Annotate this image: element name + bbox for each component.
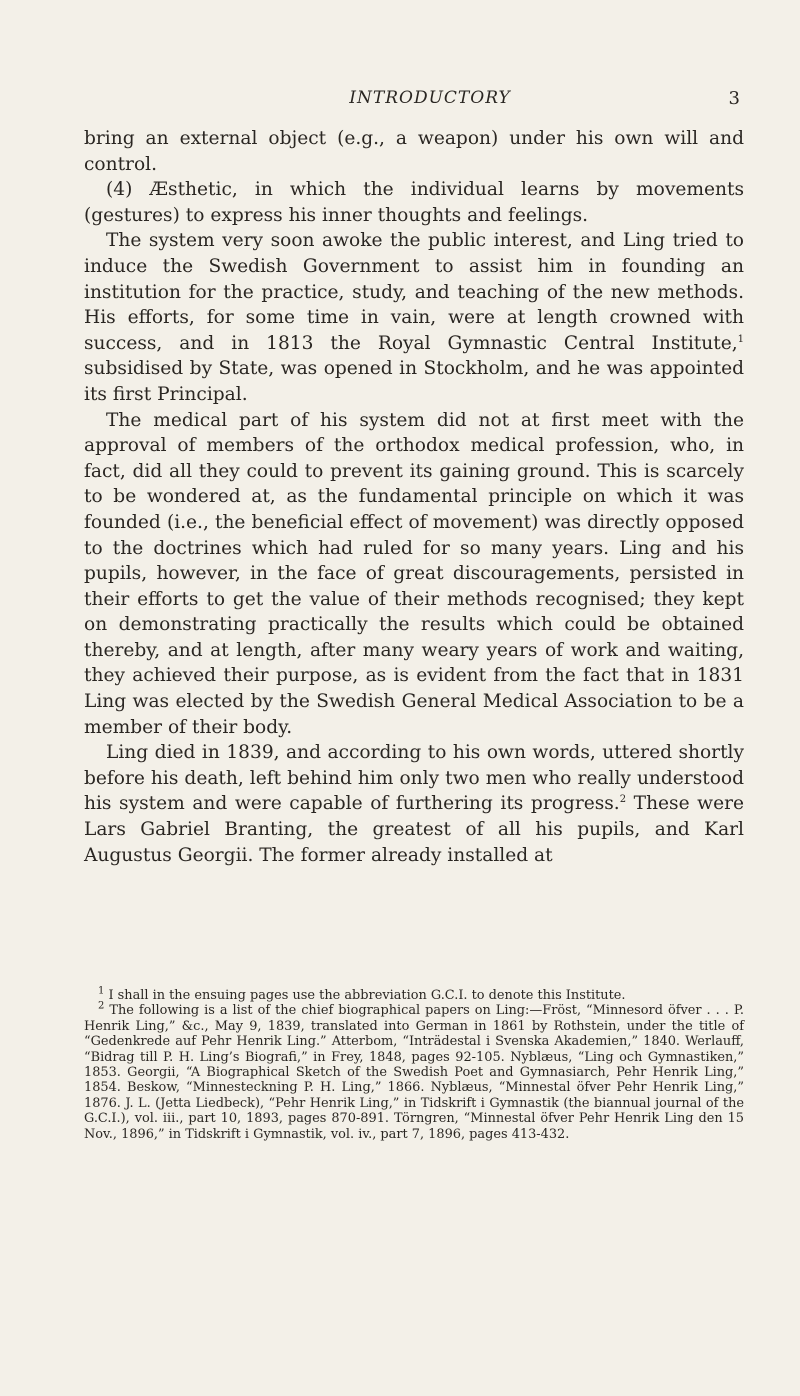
footnote-2-mark: 2 <box>98 1001 105 1013</box>
running-title: INTRODUCTORY <box>349 88 511 108</box>
paragraph-4: The medical part of his system did not at first meet with the approval of members of the orthodox medical profession, who, in fact, did all they could to prevent its gaining ground. This is scarcely to be wondered at, as the fundamental principle on which it was founded (i.e., the beneficial effect of movement) was directly opposed to the doctrines which had ruled for so many years. Ling and his pupils, however, in the face of great discouragements, persisted in their efforts to get the value of their methods recognised; they kept on demonstrating practically the results which could be obtained thereby, and at length, after many weary years of work and waiting, they achieved their purpose, as is evident from the fact that in 1831 Ling was elected by the Swedish General Medical Association to be a member of their body. <box>84 409 744 738</box>
paragraph-3-part-a: The system very soon awoke the public interest, and Ling tried to induce the Swedish Government to assist him in founding an institution for the practice, study, and teaching of the new methods. His efforts, for some time in vain, were at length crowned with success, and in 1813 the Royal Gymnastic Central Institute, <box>84 230 744 354</box>
paragraph-1: bring an external object (e.g., a weapon) under his own will and control. <box>84 128 744 175</box>
footnote-ref-1: 1 <box>737 333 744 345</box>
page-number: 3 <box>728 88 740 109</box>
footnote-1 <box>84 985 744 1003</box>
paragraph-2: (4) Æsthetic, in which the individual learns by movements (gestures) to express his inner thoughts and feelings. <box>84 179 744 226</box>
body-text <box>84 126 744 868</box>
paragraph-3-part-b: subsidised by State, was opened in Stockholm, and he was appointed its first Principal. <box>84 358 744 405</box>
footnote-ref-2: 2 <box>619 794 627 806</box>
paragraph-5-part-a: Ling died in 1839, and according to his own words, uttered shortly before his death, left behind him only two men who really understood his system and were capable of furthering its progress. <box>84 742 744 815</box>
footnote-1-text: I shall in the ensuing pages use the abbreviation G.C.I. to denote this Institute. <box>104 988 626 1003</box>
footnote-2-text: The following is a list of the chief biographical papers on Ling:—Fröst, “Minnesord öfver . . . P. Henrik Ling,” &c., May 9, 1839, translated into German in 1861 by Rothstein, under the title of “Gedenkrede auf Pehr Henrik Ling.” Atterbom, “Inträdestal i Svenska Akademien,” 1840. Werlauff, “Bidrag till P. H. Ling’s Biografi,” in Frey, 1848, pages 92-105. Nyblæus, “Ling och Gymnastiken,” 1853. Georgii, “A Biographical Sketch of the Swedish Poet and Gymnasiarch, Pehr Henrik Ling,” 1854. Beskow, “Minnesteckning P. H. Ling,” 1866. Nyblæus, “Minnestal öfver Pehr Henrik Ling,” 1876. J. L. (Jetta Liedbeck), “Pehr Henrik Ling,” in Tidskrift i Gymnastik (the biannual journal of the G.C.I.), vol. iii., part 10, 1893, pages 870-891. Törngren, “Minnestal öfver Pehr Henrik Ling den 15 Nov., 1896,” in Tidskrift i Gymnastik, vol. iv., part 7, 1896, pages 413-432. <box>84 1003 744 1142</box>
footnotes <box>84 985 744 1142</box>
footnote-1-mark: 1 <box>98 985 105 997</box>
page-header <box>120 88 740 118</box>
paragraph-5-part-b: These were Lars Gabriel Branting, the greatest of all his pupils, and Karl Augustus Georgii. The former already installed at <box>84 793 744 866</box>
footnote-2 <box>84 1003 744 1142</box>
paragraph-3 <box>84 228 744 407</box>
paragraph-5 <box>84 740 744 868</box>
